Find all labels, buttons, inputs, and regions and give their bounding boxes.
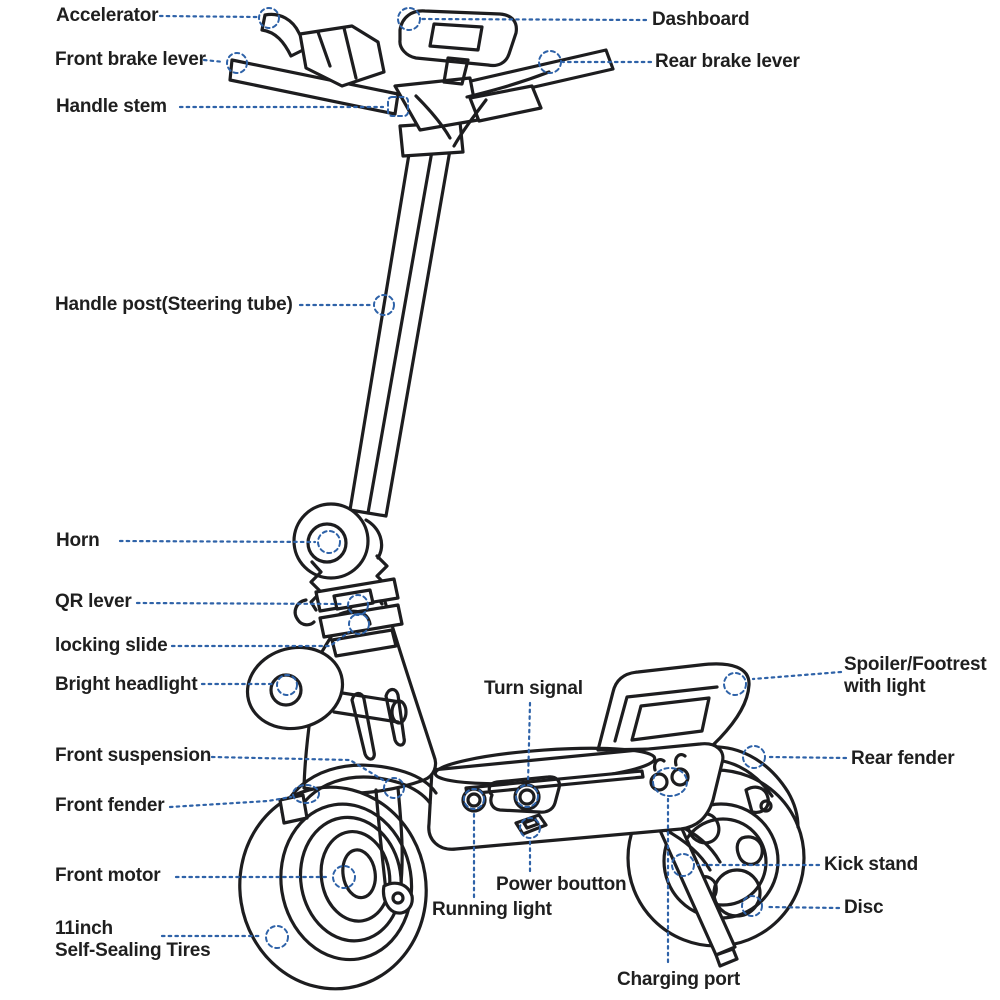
leader-spoiler — [753, 672, 841, 679]
scooter-art — [225, 11, 804, 1000]
leader-qr-lever — [137, 603, 344, 604]
label-qr-lever: QR lever — [55, 591, 132, 612]
leader-accelerator — [160, 16, 257, 17]
label-disc: Disc — [844, 897, 884, 918]
label-front-brake-lever: Front brake lever — [55, 49, 206, 70]
label-rear-brake-lever: Rear brake lever — [655, 51, 800, 72]
front-wheel — [225, 774, 440, 1000]
label-spoiler-line1: Spoiler/Footrest — [844, 654, 987, 675]
label-power-button: Power boutton — [496, 874, 627, 895]
label-front-fender: Front fender — [55, 795, 165, 816]
label-locking-slide: locking slide — [55, 635, 168, 656]
label-spoiler-line2: with light — [844, 676, 926, 697]
steering-tube — [350, 122, 463, 516]
handlebar — [230, 11, 613, 146]
label-tires-line1: 11inch — [55, 918, 113, 939]
label-charging-port: Charging port — [617, 969, 740, 990]
label-turn-signal: Turn signal — [484, 678, 583, 699]
label-dashboard: Dashboard — [652, 9, 750, 30]
label-rear-fender: Rear fender — [851, 748, 955, 769]
leader-dashboard — [422, 19, 646, 20]
leader-front-brake-lever — [204, 60, 224, 62]
leader-front-fender — [170, 797, 291, 807]
leader-rear-fender — [770, 757, 846, 758]
label-handle-post: Handle post(Steering tube) — [55, 294, 293, 315]
label-kick-stand: Kick stand — [824, 854, 919, 875]
label-front-motor: Front motor — [55, 865, 161, 886]
label-bright-headlight: Bright headlight — [55, 674, 198, 695]
leader-horn — [120, 541, 315, 542]
leader-disc — [767, 907, 839, 908]
label-handle-stem: Handle stem — [56, 96, 167, 117]
label-spoiler — [844, 654, 986, 698]
label-accelerator: Accelerator — [56, 5, 159, 26]
label-tires — [55, 918, 211, 962]
label-tires-line2: Self-Sealing Tires — [55, 940, 211, 961]
label-front-suspension: Front suspension — [55, 745, 212, 766]
label-running-light: Running light — [432, 899, 552, 920]
label-horn: Horn — [56, 530, 100, 551]
